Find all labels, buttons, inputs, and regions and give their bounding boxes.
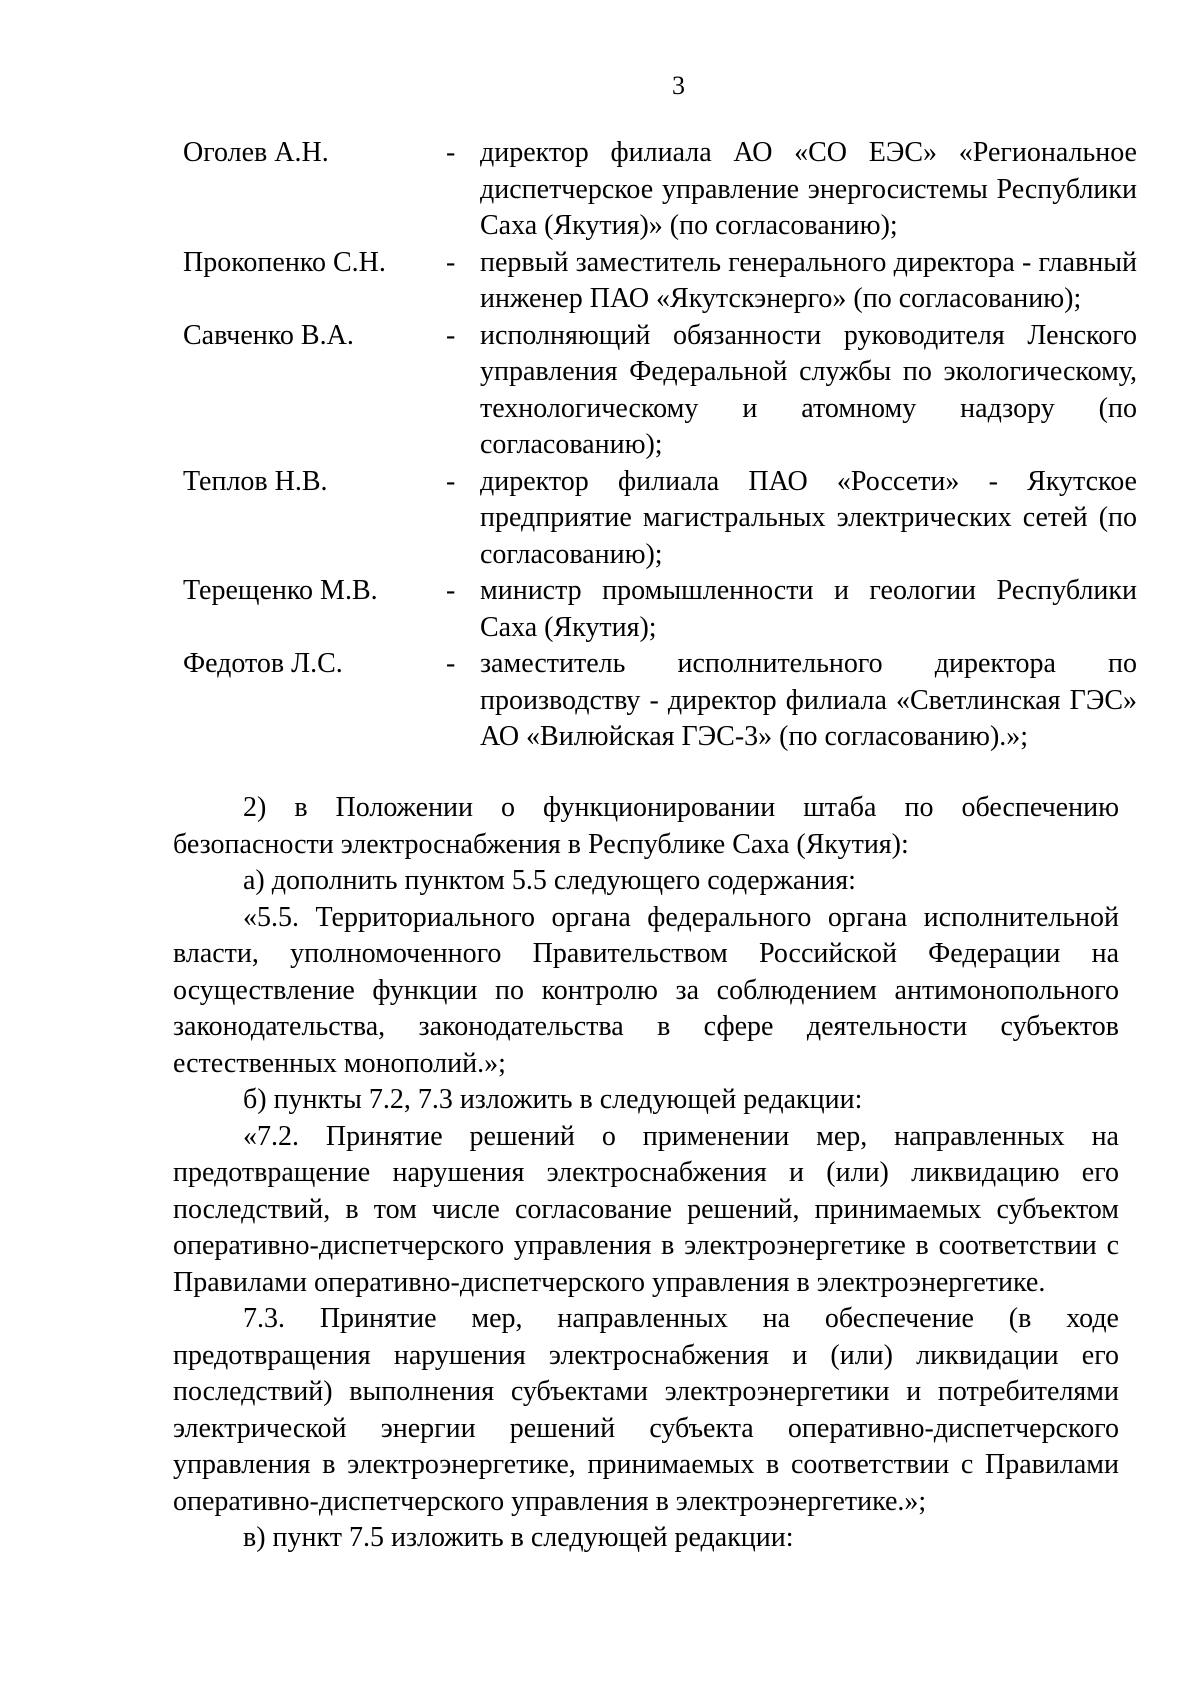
member-role: министр промышленности и геологии Республики Саха (Якутия);: [480, 575, 1137, 643]
member-name: Савченко В.А.: [183, 319, 354, 351]
member-name: Терещенко М.В.: [183, 575, 378, 606]
member-dash: -: [446, 319, 456, 351]
member-name: Теплов Н.В.: [183, 465, 328, 497]
member-dash: -: [446, 575, 456, 606]
paragraph: а) дополнить пунктом 5.5 следующего содержания:: [243, 865, 856, 896]
member-name: Оголев А.Н.: [183, 137, 329, 168]
member-dash: -: [446, 246, 456, 278]
paragraph: «5.5. Территориального органа федерального органа исполнительной власти, уполномоченного Правительством Российской Федерации на осуществление функции по контролю за соблюдением антимонопольного законодательства, законодательства в сфере деятельности субъектов естественных монополий.»;: [173, 901, 1119, 1079]
member-name: Федотов Л.С.: [183, 648, 343, 679]
page-number: 3: [672, 71, 685, 100]
member-row: [183, 464, 1137, 574]
document-body: [173, 790, 1119, 1557]
member-row: [183, 135, 1137, 245]
member-row: [183, 573, 1137, 646]
paragraph: в) пункт 7.5 изложить в следующей редакции:: [243, 1522, 794, 1553]
paragraph: «7.2. Принятие решений о применении мер, направленных на предотвращение нарушения электроснабжения и (или) ликвидацию его последствий, в том числе согласование решений, принимаемых субъектом оперативно-диспетчерского управления в электроэнергетике в соответствии с Правилами оперативно-диспетчерского управления в электроэнергетике.: [173, 1120, 1119, 1298]
member-row: [183, 646, 1137, 756]
member-dash: -: [446, 137, 456, 168]
member-role: первый заместитель генерального директора - главный инженер ПАО «Якутскэнерго» (по согласованию);: [480, 246, 1137, 314]
paragraph: б) пункты 7.2, 7.3 изложить в следующей редакции:: [243, 1084, 863, 1115]
member-dash: -: [446, 465, 456, 497]
member-role: заместитель исполнительного директора по производству - директор филиала «Светлинская ГЭС» АО «Вилюйская ГЭС-3» (по согласованию).»;: [480, 648, 1137, 752]
member-row: [183, 318, 1137, 464]
member-role: исполняющий обязанности руководителя Ленского управления Федеральной службы по экологическому, технологическому и атомному надзору (по согласованию);: [480, 319, 1137, 460]
member-name: Прокопенко С.Н.: [183, 246, 386, 278]
member-list: [183, 135, 1137, 756]
member-dash: -: [446, 648, 456, 679]
member-role: директор филиала АО «СО ЕЭС» «Региональное диспетчерское управление энергосистемы Республики Саха (Якутия)» (по согласованию);: [480, 137, 1137, 241]
paragraph: 2) в Положении о функционировании штаба по обеспечению безопасности электроснабжения в Республике Саха (Якутия):: [173, 792, 1119, 860]
member-role: директор филиала ПАО «Россети» - Якутское предприятие магистральных электрических сетей (по согласованию);: [480, 465, 1137, 570]
member-row: [183, 245, 1137, 318]
paragraph: 7.3. Принятие мер, направленных на обеспечение (в ходе предотвращения нарушения электроснабжения и (или) ликвидации его последствий) выполнения субъектами электроэнергетики и потребителями электрической энергии решений субъекта оперативно-диспетчерского управления в электроэнергетике, принимаемых в соответствии с Правилами оперативно-диспетчерского управления в электроэнергетике.»;: [173, 1303, 1119, 1517]
